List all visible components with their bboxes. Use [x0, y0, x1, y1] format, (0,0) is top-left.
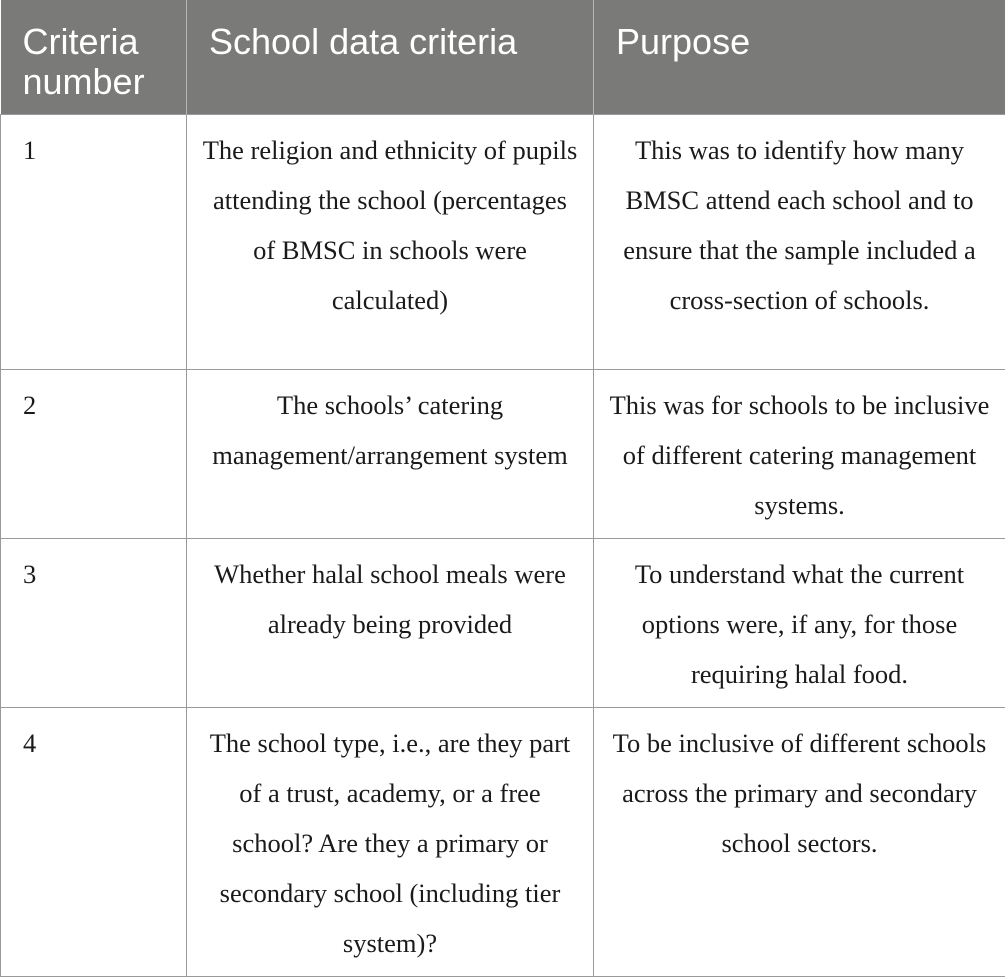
- criteria-number-cell: 4: [1, 708, 187, 977]
- table-row: [1, 115, 1005, 370]
- criteria-cell: The religion and ethnicity of pupils attending the school (percentages of BMSC in schools were calculated): [187, 115, 594, 370]
- criteria-cell: The schools’ catering management/arrangement system: [187, 370, 594, 539]
- purpose-cell: This was to identify how many BMSC attend each school and to ensure that the sample included a cross-section of schools.: [594, 115, 1005, 370]
- criteria-number-cell: 1: [1, 115, 187, 370]
- header-criteria-number: Criteria number: [1, 0, 187, 115]
- table-header: [1, 0, 1005, 115]
- table-row: [1, 539, 1005, 708]
- table-row: [1, 370, 1005, 539]
- criteria-number-cell: 2: [1, 370, 187, 539]
- header-row: [1, 0, 1005, 115]
- purpose-cell: This was for schools to be inclusive of different catering management systems.: [594, 370, 1005, 539]
- header-school-data-criteria: School data criteria: [187, 0, 594, 115]
- purpose-cell: To understand what the current options were, if any, for those requiring halal food.: [594, 539, 1005, 708]
- header-purpose: Purpose: [594, 0, 1005, 115]
- table-row: [1, 708, 1005, 977]
- purpose-cell: To be inclusive of different schools across the primary and secondary school sectors.: [594, 708, 1005, 977]
- criteria-cell: Whether halal school meals were already being provided: [187, 539, 594, 708]
- criteria-number-cell: 3: [1, 539, 187, 708]
- criteria-cell: The school type, i.e., are they part of a trust, academy, or a free school? Are they a primary or secondary school (including tier system)?: [187, 708, 594, 977]
- table-body: [1, 115, 1005, 977]
